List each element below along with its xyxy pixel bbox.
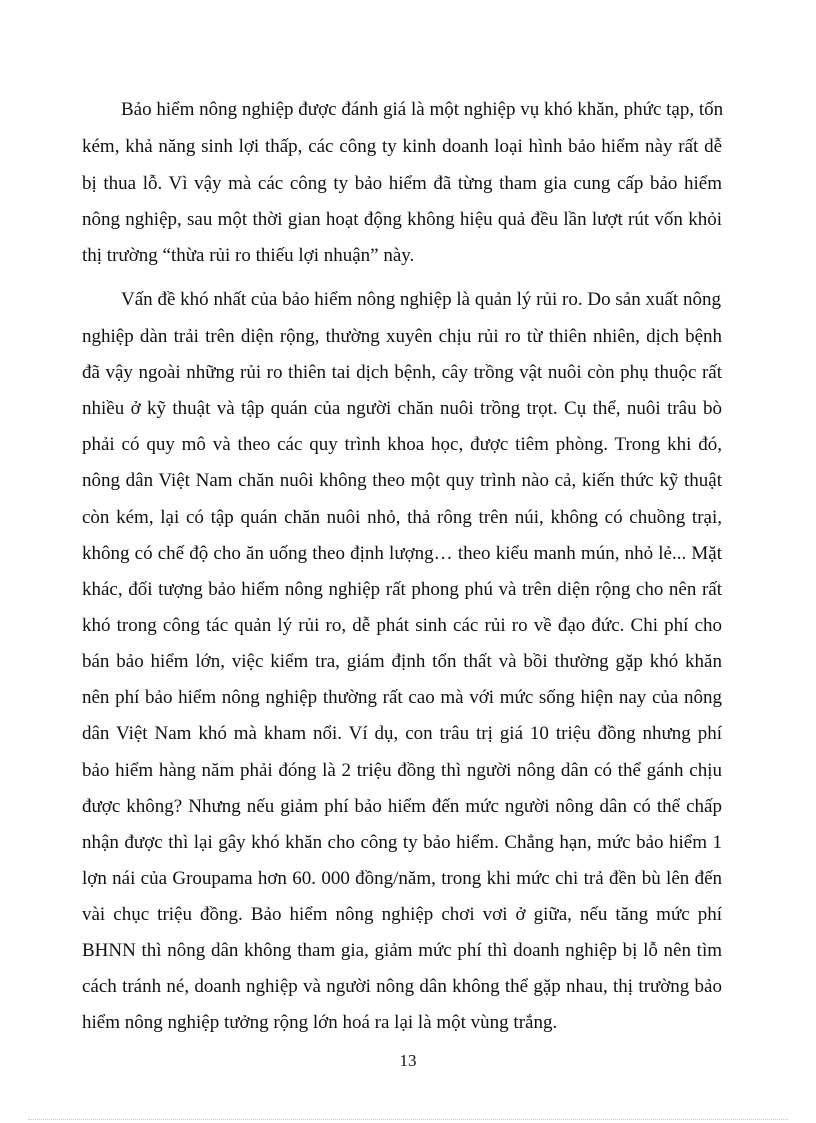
paragraph-2-line-1: Vấn đề khó nhất của bảo hiểm nông nghiệp là quản lý rủi ro. Do sản xuất nông — [121, 289, 721, 310]
bottom-divider — [28, 1119, 788, 1120]
paragraph-2-line-9: khác, đối tượng bảo hiểm nông nghiệp rất phong phú và trên diện rộng cho nên rất — [82, 579, 722, 600]
paragraph-1-line-4: nông nghiệp, sau một thời gian hoạt động không hiệu quả đều lần lượt rút vốn khỏi — [82, 209, 722, 230]
paragraph-1-line-2: kém, khả năng sinh lợi thấp, các công ty kinh doanh loại hình bảo hiểm này rất dễ — [82, 136, 722, 157]
paragraph-2-line-12: nên phí bảo hiểm nông nghiệp thường rất cao mà với mức sống hiện nay của nông — [82, 687, 722, 708]
paragraph-2-line-19: BHNN thì nông dân không tham gia, giảm mức phí thì doanh nghiệp bị lỗ nên tìm — [82, 940, 722, 961]
paragraph-2-line-10: khó trong công tác quản lý rủi ro, dễ phát sinh các rủi ro về đạo đức. Chi phí cho — [82, 615, 722, 636]
paragraph-2-line-4: nhiều ở kỹ thuật và tập quán của người chăn nuôi trồng trọt. Cụ thể, nuôi trâu bò — [82, 398, 722, 419]
paragraph-2-line-16: nhận được thì lại gây khó khăn cho công ty bảo hiểm. Chẳng hạn, mức bảo hiểm 1 — [82, 832, 722, 853]
paragraph-2-line-8: không có chế độ cho ăn uống theo định lượng… theo kiểu manh mún, nhỏ lẻ... Mặt — [82, 543, 722, 564]
paragraph-1-line-5: thị trường “thừa rủi ro thiếu lợi nhuận” này. — [82, 245, 415, 266]
paragraph-2-line-5: phải có quy mô và theo các quy trình khoa học, được tiêm phòng. Trong khi đó, — [82, 434, 722, 455]
paragraph-2-line-20: cách tránh né, doanh nghiệp và người nông dân không thể gặp nhau, thị trường bảo — [82, 976, 722, 997]
paragraph-2-line-14: bảo hiểm hàng năm phải đóng là 2 triệu đồng thì người nông dân có thể gánh chịu — [82, 760, 722, 781]
paragraph-2-line-13: dân Việt Nam khó mà kham nổi. Ví dụ, con trâu trị giá 10 triệu đồng nhưng phí — [82, 723, 722, 744]
paragraph-1-line-1: Bảo hiểm nông nghiệp được đánh giá là một nghiệp vụ khó khăn, phức tạp, tốn — [121, 99, 724, 120]
paragraph-2-line-18: vài chục triệu đồng. Bảo hiểm nông nghiệp chơi vơi ở giữa, nếu tăng mức phí — [82, 904, 722, 925]
paragraph-1-line-3: bị thua lỗ. Vì vậy mà các công ty bảo hiểm đã từng tham gia cung cấp bảo hiểm — [82, 173, 722, 194]
page-number: 13 — [399, 1051, 417, 1070]
paragraph-2-line-11: bán bảo hiểm lớn, việc kiểm tra, giám định tổn thất và bồi thường gặp khó khăn — [82, 651, 722, 672]
paragraph-2-line-17: lợn nái của Groupama hơn 60. 000 đồng/năm, trong khi mức chi trả đền bù lên đến — [82, 868, 722, 889]
paragraph-2-line-21: hiểm nông nghiệp tưởng rộng lớn hoá ra lại là một vùng trắng. — [82, 1012, 558, 1033]
paragraph-2-line-2: nghiệp dàn trải trên diện rộng, thường xuyên chịu rủi ro từ thiên nhiên, dịch bệnh — [82, 326, 722, 347]
paragraph-2-line-15: được không? Nhưng nếu giảm phí bảo hiểm đến mức người nông dân có thể chấp — [82, 796, 722, 817]
paragraph-2-line-6: nông dân Việt Nam chăn nuôi không theo một quy trình nào cả, kiến thức kỹ thuật — [82, 470, 722, 491]
paragraph-2-line-7: còn kém, lại có tập quán chăn nuôi nhỏ, thả rông trên núi, không có chuồng trại, — [82, 507, 722, 528]
paragraph-2-line-3: đã vậy ngoài những rủi ro thiên tai dịch bệnh, cây trồng vật nuôi còn phụ thuộc rất — [82, 362, 722, 383]
